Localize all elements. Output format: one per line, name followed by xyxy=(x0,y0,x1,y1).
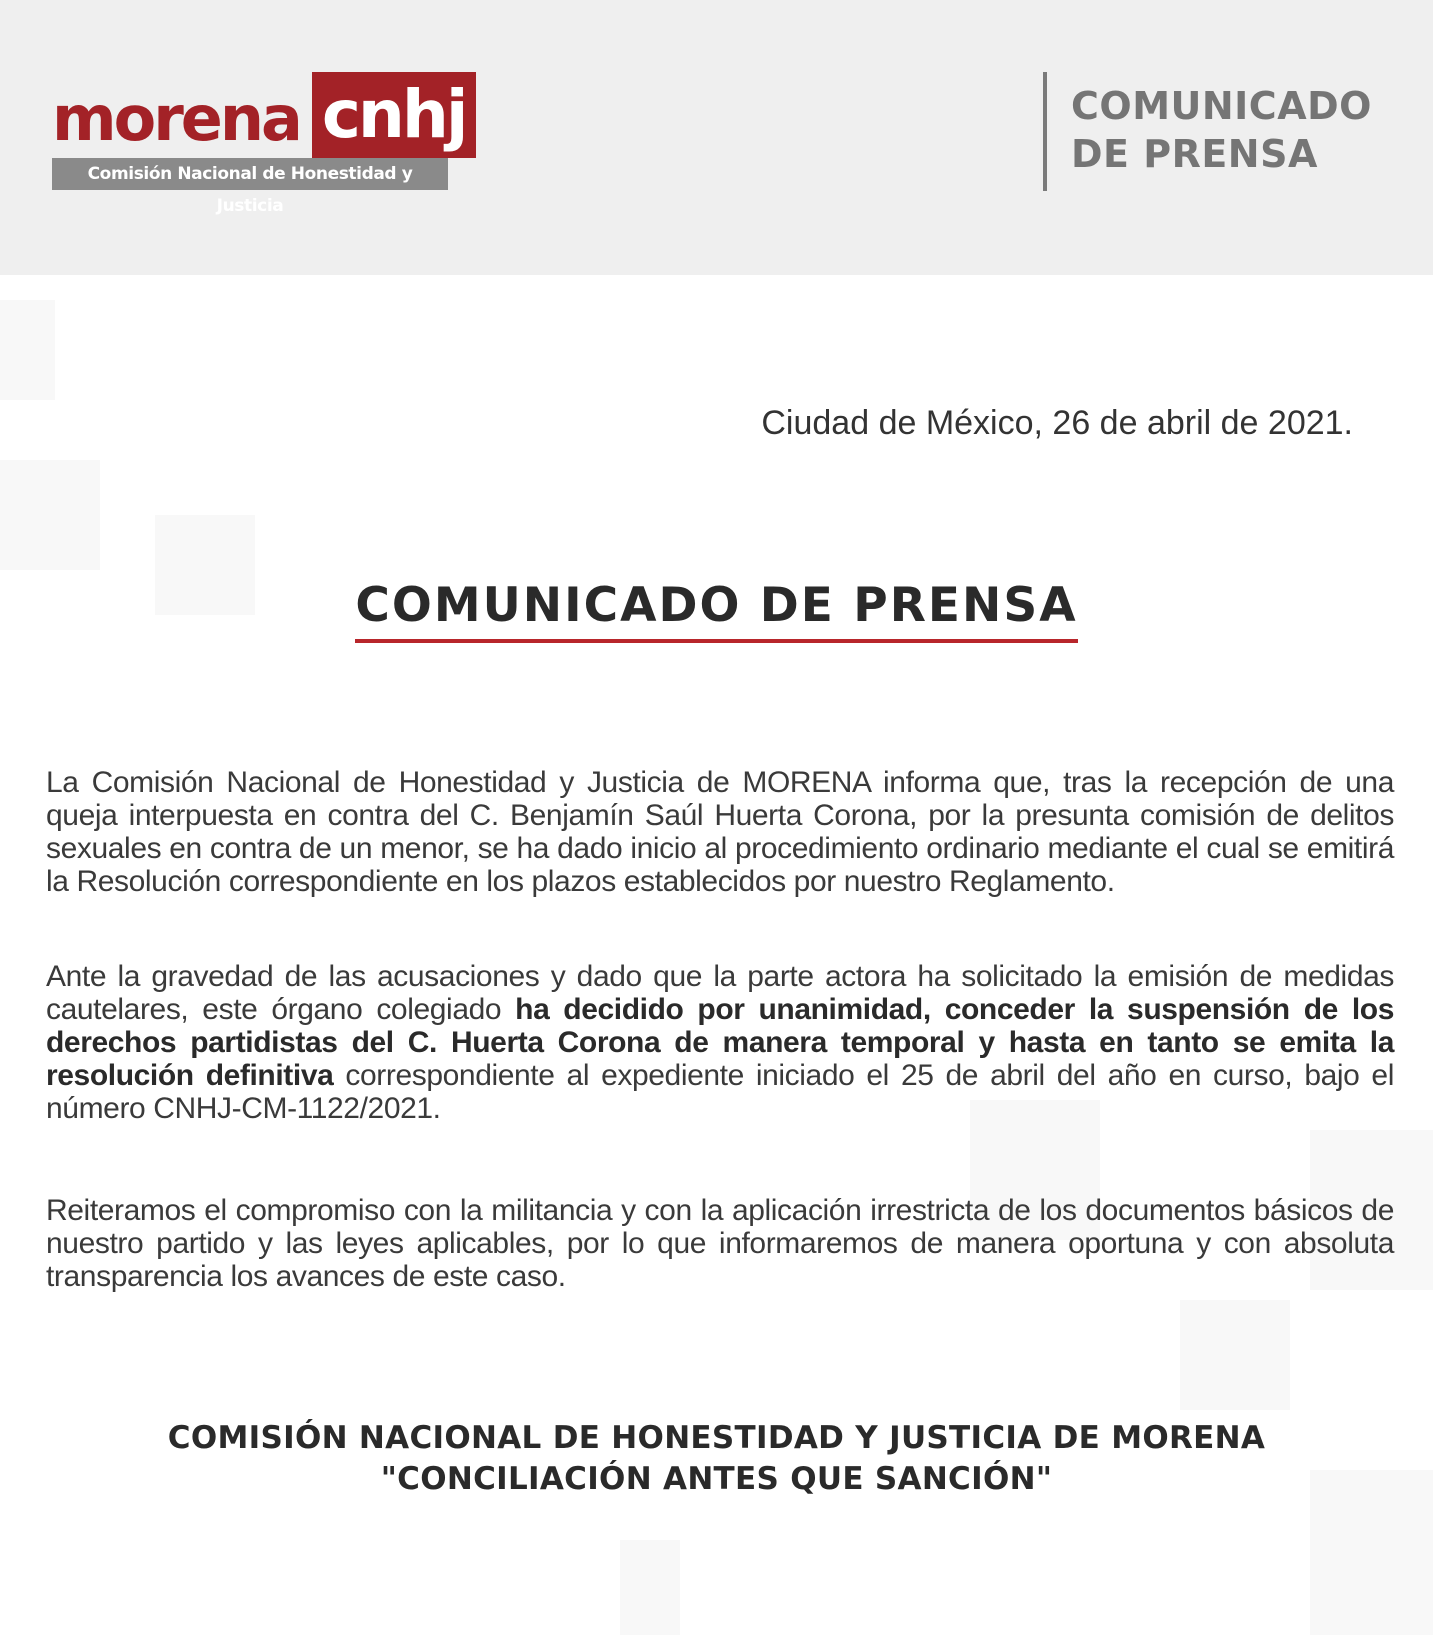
footer-organization: COMISIÓN NACIONAL DE HONESTIDAD Y JUSTICIA DE MORENA xyxy=(167,1420,1266,1456)
document-date: Ciudad de México, 26 de abril de 2021. xyxy=(761,404,1353,442)
document-footer xyxy=(0,1418,1433,1500)
header-title-line1: COMUNICADO xyxy=(1071,84,1372,128)
header-title xyxy=(1071,82,1372,178)
paragraph-2-bold-text: ha decidido por unanimidad, conceder la suspensión de los derechos partidistas del C. Huerta Corona de manera temporal y hasta en tanto se emita la resolución definitiva xyxy=(46,993,1394,1092)
header-divider xyxy=(1043,72,1047,191)
paragraph-1: La Comisión Nacional de Honestidad y Justicia de MORENA informa que, tras la recepción de una queja interpuesta en contra del C. Benjamín Saúl Huerta Corona, por la presunta comisión de delitos sexuales en contra de un menor, se ha dado inicio al procedimiento ordinario mediante el cual se emitirá la Resolución correspondiente en los plazos establecidos por nuestro Reglamento. xyxy=(46,766,1394,898)
header-title-line2: DE PRENSA xyxy=(1071,132,1318,176)
watermark-shape xyxy=(1180,1300,1290,1410)
cnhj-logo xyxy=(52,72,476,216)
paragraph-2-text-start: Ante la gravedad de las acusaciones y dado que la parte actora ha solicitado la emisión de medidas cautelares, este órgano colegiado xyxy=(46,960,1394,1026)
footer-motto: "CONCILIACIÓN ANTES QUE SANCIÓN" xyxy=(380,1461,1053,1497)
document-header xyxy=(0,0,1433,275)
page-title-text: COMUNICADO DE PRENSA xyxy=(355,578,1077,643)
watermark-shape xyxy=(620,1540,680,1635)
watermark-shape xyxy=(0,300,55,400)
watermark-shape xyxy=(0,460,100,570)
logo-cnhj-text: cnhj xyxy=(312,72,476,158)
logo-morena-text: morena xyxy=(52,82,300,155)
logo-subtitle: Comisión Nacional de Honestidad y Justicia xyxy=(52,158,448,190)
logo-wordmark xyxy=(52,72,476,158)
page-title xyxy=(0,578,1433,643)
paragraph-2-text-end: correspondiente al expediente iniciado el 25 de abril del año en curso, bajo el número CNHJ-CM-1122/2021. xyxy=(46,1059,1394,1125)
paragraph-2 xyxy=(46,960,1394,1125)
paragraph-3: Reiteramos el compromiso con la militancia y con la aplicación irrestricta de los documentos básicos de nuestro partido y las leyes aplicables, por lo que informaremos de manera oportuna y con absoluta transparencia los avances de este caso. xyxy=(46,1194,1394,1293)
